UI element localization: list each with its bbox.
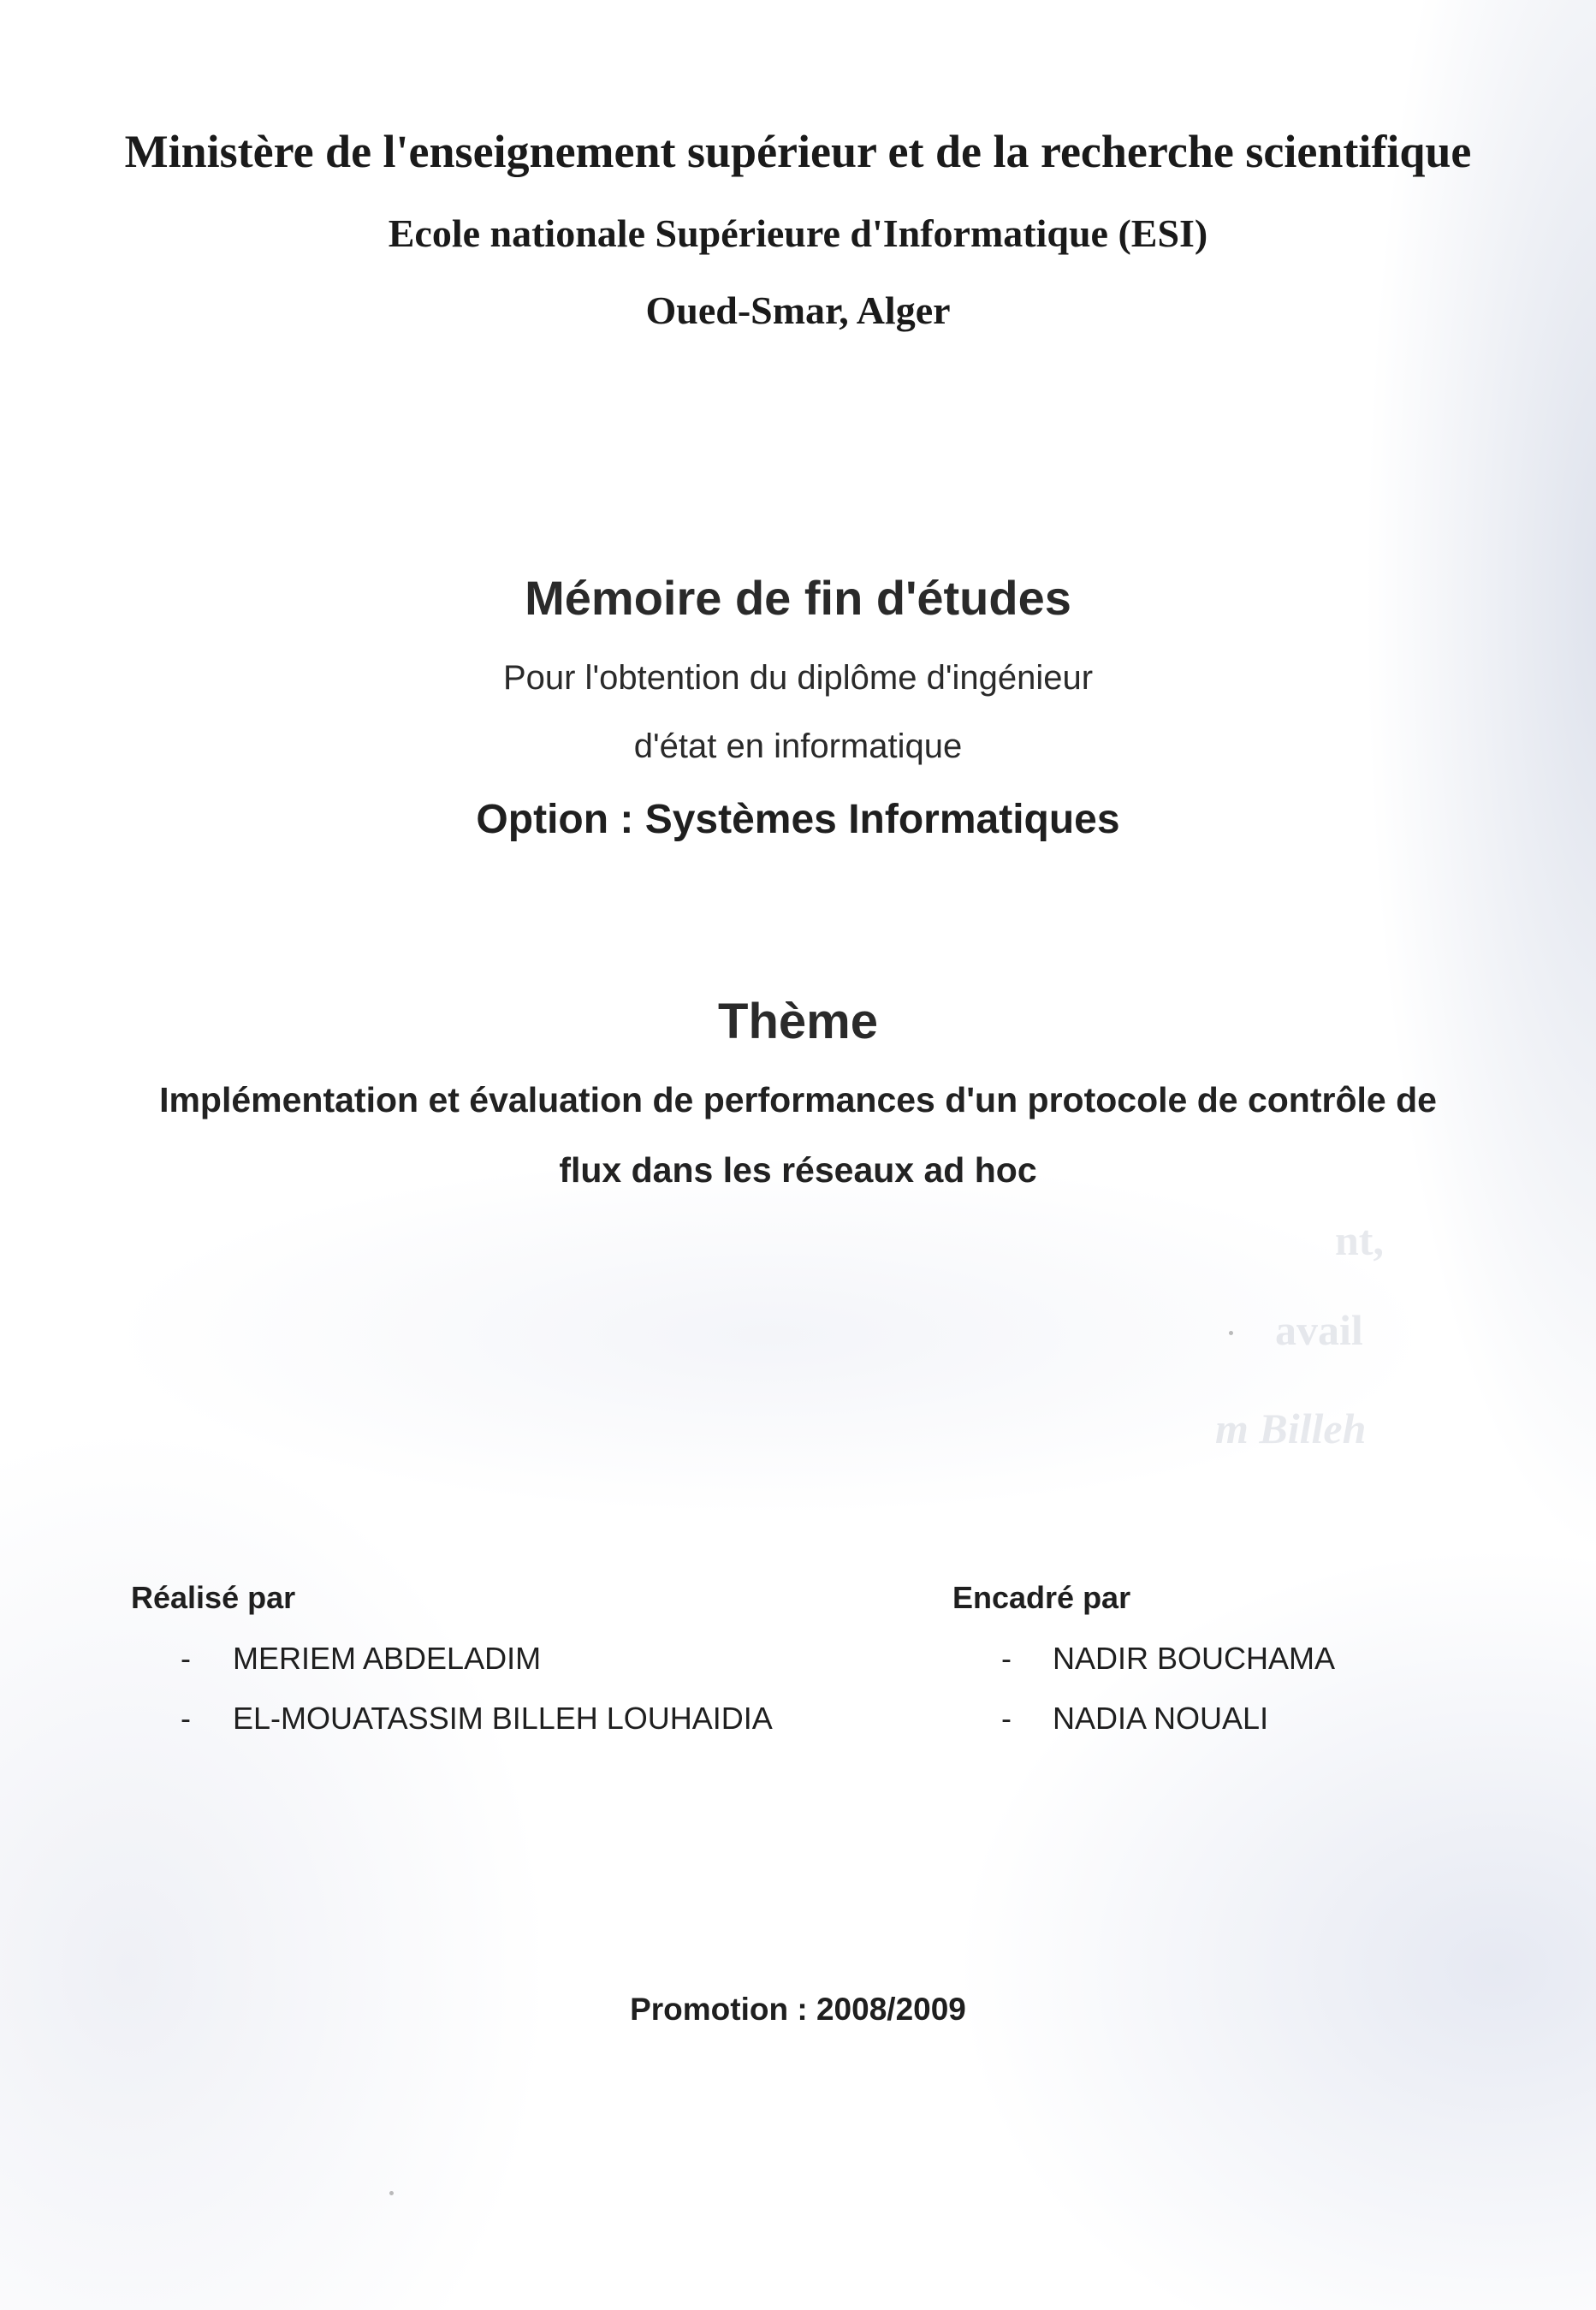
author-name: EL-MOUATASSIM BILLEH LOUHAIDIA (233, 1701, 773, 1736)
supervisors-heading: Encadré par (952, 1580, 1131, 1615)
authors-heading: Réalisé par (131, 1580, 296, 1615)
scan-speck (389, 2191, 394, 2195)
promotion-year: Promotion : 2008/2009 (630, 1992, 966, 2027)
school-location: Oued-Smar, Alger (645, 288, 951, 332)
bleed-through-trace: avail (1275, 1306, 1363, 1354)
school-name: Ecole nationale Supérieure d'Informatique (ESI) (388, 211, 1208, 255)
bleed-through-trace: nt, (1335, 1216, 1384, 1264)
theme-title-line1: Implémentation et évaluation de performances d'un protocole de contrôle de (159, 1080, 1437, 1119)
bleed-through-trace: m Billeh (1215, 1404, 1367, 1452)
supervisor-bullet: - (1001, 1701, 1012, 1736)
scan-speck (1229, 1331, 1233, 1335)
author-bullet: - (181, 1701, 191, 1736)
ministry-title: Ministère de l'enseignement supérieur et de la recherche scientifique (124, 126, 1472, 177)
thesis-type: Mémoire de fin d'études (525, 571, 1071, 625)
supervisor-bullet: - (1001, 1641, 1012, 1676)
theme-title-line2: flux dans les réseaux ad hoc (559, 1150, 1037, 1190)
supervisor-name: NADIR BOUCHAMA (1053, 1641, 1336, 1676)
thesis-subtitle-line2: d'état en informatique (633, 727, 963, 765)
author-name: MERIEM ABDELADIM (233, 1641, 542, 1676)
thesis-subtitle-line1: Pour l'obtention du diplôme d'ingénieur (502, 659, 1094, 697)
theme-heading: Thème (718, 994, 878, 1049)
thesis-option: Option : Systèmes Informatiques (476, 797, 1120, 842)
supervisor-name: NADIA NOUALI (1053, 1701, 1269, 1736)
author-bullet: - (181, 1641, 191, 1676)
